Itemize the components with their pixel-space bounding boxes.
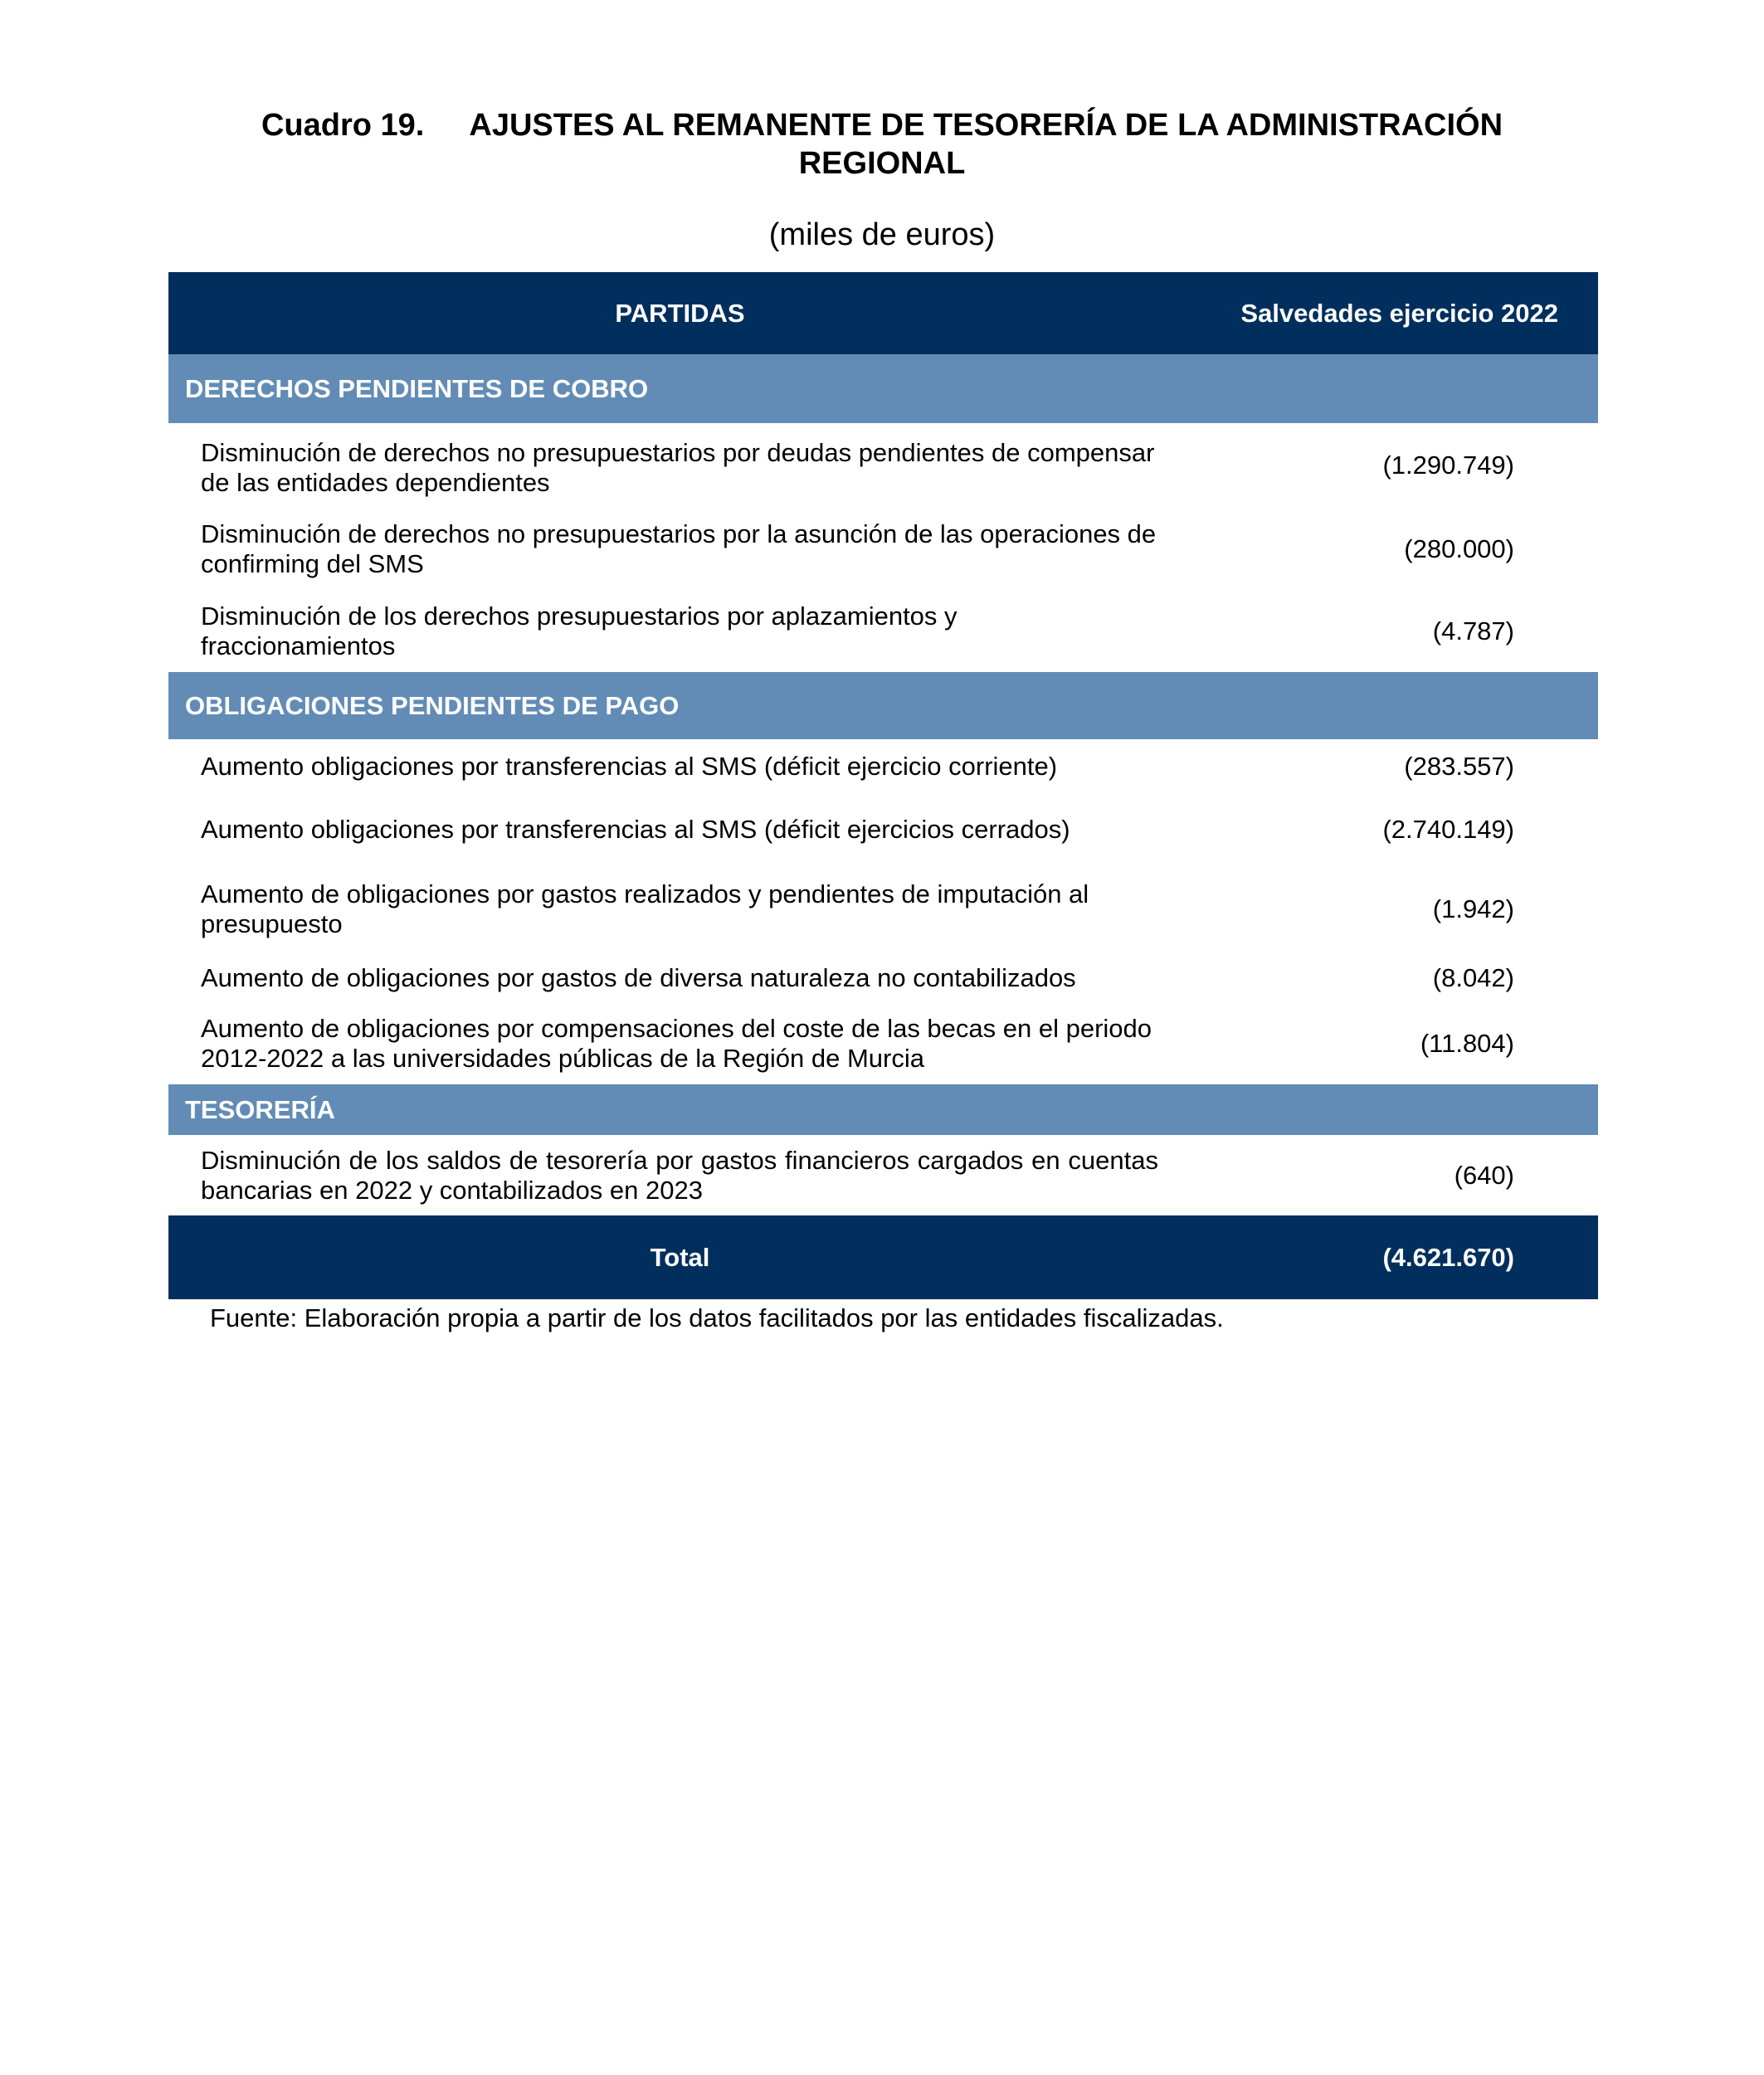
row-description: Disminución de derechos no presupuestarios por deudas pendientes de compensar de las entidades dependientes: [201, 437, 1155, 497]
row-value: (640): [1454, 1160, 1514, 1190]
row-description: Aumento de obligaciones por compensaciones del coste de las becas en el periodo 2012-2022 a las universidades públicas de la Región de Murcia: [201, 1014, 1152, 1073]
row-description: Disminución de los saldos de tesorería por gastos financieros cargados en cuentas bancarias en 2022 y contabilizados en 2023: [201, 1145, 1158, 1205]
row-description: Aumento obligaciones por transferencias al SMS (déficit ejercicios cerrados): [201, 815, 1070, 844]
row-value: (11.804): [1420, 1029, 1514, 1058]
header-salvedades: Salvedades ejercicio 2022: [1191, 272, 1598, 354]
table-row: [168, 507, 1598, 591]
adjustments-table: [168, 272, 1598, 1299]
total-value: (4.621.670): [1191, 1215, 1598, 1299]
row-value: (2.740.149): [1382, 815, 1514, 844]
table-header-row: [168, 272, 1598, 354]
table-row: [168, 1135, 1598, 1215]
caption-text-line1: AJUSTES AL REMANENTE DE TESORERÍA DE LA ADMINISTRACIÓN: [469, 108, 1503, 143]
table-row: [168, 739, 1598, 794]
table-row: [168, 1003, 1598, 1084]
section-label-derechos: DERECHOS PENDIENTES DE COBRO: [168, 354, 1598, 423]
row-description: Disminución de los derechos presupuestarios por aplazamientos y fraccionamientos: [201, 602, 958, 660]
section-row: [168, 1084, 1598, 1135]
caption-text-line2: REGIONAL: [798, 146, 966, 181]
row-description: Disminución de derechos no presupuestarios por la asunción de las operaciones de confirming del SMS: [201, 519, 1157, 578]
source-note: Fuente: Elaboración propia a partir de los datos facilitados por las entidades fiscalizadas.: [210, 1303, 1224, 1332]
section-row: [168, 354, 1598, 423]
row-value: (280.000): [1404, 533, 1514, 563]
section-label-obligaciones: OBLIGACIONES PENDIENTES DE PAGO: [168, 672, 1598, 739]
row-value: (283.557): [1404, 752, 1514, 781]
table-row: [168, 865, 1598, 953]
section-row: [168, 672, 1598, 739]
row-value: (8.042): [1432, 963, 1514, 992]
row-description: Aumento obligaciones por transferencias al SMS (déficit ejercicio corriente): [201, 752, 1058, 781]
row-description: Aumento de obligaciones por gastos realizados y pendientes de imputación al presupuesto: [201, 879, 1089, 938]
row-value: (4.787): [1432, 616, 1514, 645]
table-caption: [0, 106, 1764, 183]
section-label-tesoreria: TESORERÍA: [168, 1084, 1598, 1135]
row-value: (1.942): [1432, 894, 1514, 923]
table-row: [168, 591, 1598, 672]
row-description: Aumento de obligaciones por gastos de diversa naturaleza no contabilizados: [201, 963, 1076, 992]
total-label: Total: [168, 1215, 1191, 1299]
table-row: [168, 953, 1598, 1003]
table-row: [168, 794, 1598, 865]
caption-number: Cuadro 19.: [261, 108, 425, 143]
header-partidas: PARTIDAS: [168, 272, 1191, 354]
units-subtitle: (miles de euros): [768, 217, 996, 252]
table-row: [168, 423, 1598, 507]
total-row: [168, 1215, 1598, 1299]
row-value: (1.290.749): [1382, 450, 1514, 480]
